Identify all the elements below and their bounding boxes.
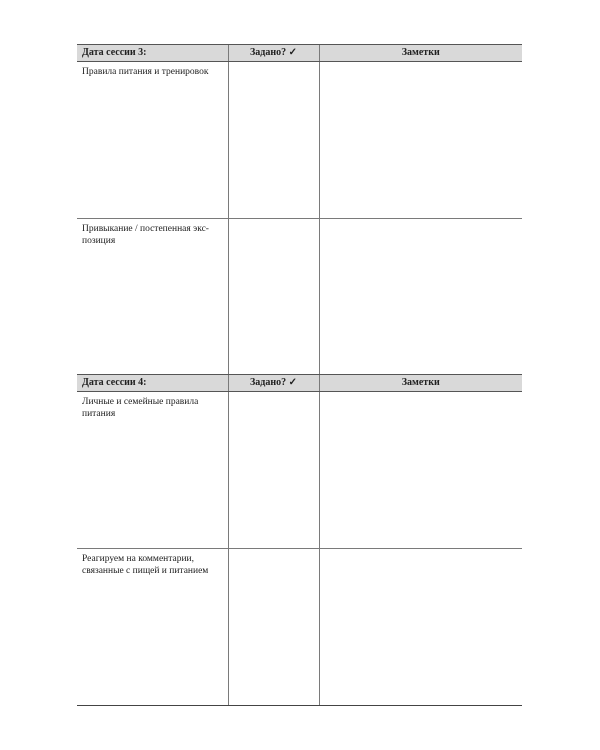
- session-3-header-row: [77, 45, 522, 62]
- notes-cell[interactable]: [319, 219, 522, 375]
- notes-cell[interactable]: [319, 62, 522, 219]
- topic-cell: Личные и семейные правила питания: [77, 392, 228, 549]
- table-row: [77, 219, 522, 375]
- done-cell[interactable]: [228, 219, 319, 375]
- session-4-done-header: Задано? ✓: [228, 375, 319, 392]
- session-3-table: [77, 44, 522, 375]
- topic-cell: Правила питания и тренировок: [77, 62, 228, 219]
- notes-cell[interactable]: [319, 549, 522, 706]
- done-cell[interactable]: [228, 549, 319, 706]
- table-row: [77, 62, 522, 219]
- session-3-notes-header: Заметки: [319, 45, 522, 62]
- topic-cell: Привыкание / постепенная экспозиция: [77, 219, 228, 375]
- session-3-done-header: Задано? ✓: [228, 45, 319, 62]
- session-3-date-header: Дата сессии 3:: [77, 45, 228, 62]
- session-4-notes-header: Заметки: [319, 375, 522, 392]
- done-cell[interactable]: [228, 392, 319, 549]
- done-cell[interactable]: [228, 62, 319, 219]
- session-4-table: [77, 374, 522, 706]
- topic-cell: Реагируем на комментарии, связанные с пищей и питанием: [77, 549, 228, 706]
- table-row: [77, 549, 522, 706]
- notes-cell[interactable]: [319, 392, 522, 549]
- session-4-header-row: [77, 375, 522, 392]
- table-row: [77, 392, 522, 549]
- session-4-date-header: Дата сессии 4:: [77, 375, 228, 392]
